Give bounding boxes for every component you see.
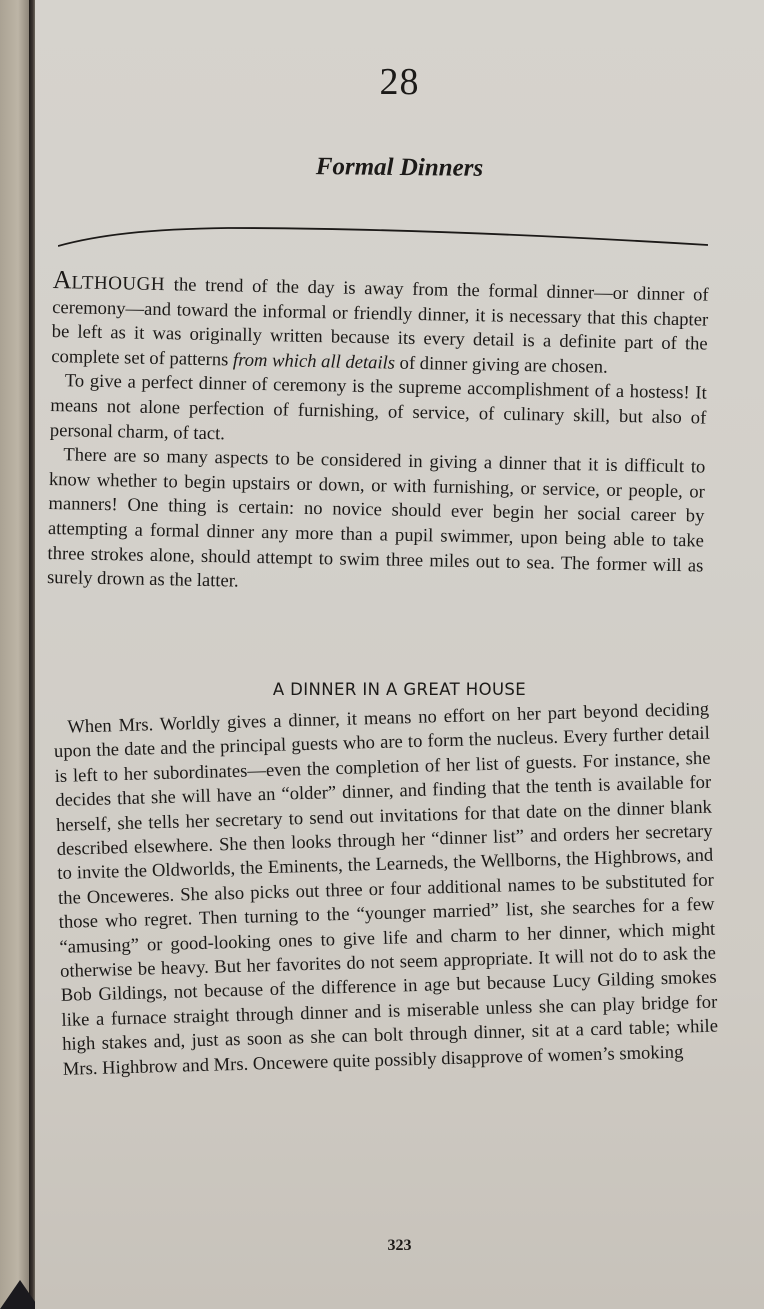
section-text [53, 698, 719, 1082]
facing-page-edge [0, 0, 30, 1309]
intro-paragraph-1-end: of dinner giving are chosen. [394, 352, 608, 378]
chapter-title: Formal Dinners [315, 153, 484, 182]
intro-paragraph-2: To give a perfect dinner of ceremony is the supreme accomplishment of a hostess! It means not alone perfection of furnishing, of service, of culinary skill, but also of personal charm, of tact. [49, 370, 707, 444]
section-paragraph-1: When Mrs. Worldly gives a dinner, it means no effort on her part beyond deciding upon the date and the principal guests who are to form the nucleus. Every further detail is left to her subordinates—even the completion of her list of guests. For instance, she decides that she will have an “older” dinner, and finding that the tenth is available for herself, she tells her secretary to send out invitations for that date on the dinner blank described elsewhere. She then looks through her “dinner list” and orders her secretary to invite the Oldworlds, the Eminents, the Learneds, the Wellborns, the Highbrows, and the Onceweres. She also picks out three or four additional names to be substituted for those who regret. Then turning to the “younger married” list, she searches for a few “amusing” or good-looking ones to give life and charm to her dinner, which might otherwise be heavy. But her favorites do not seem appropriate. It will not do to ask the Bob Gildings, not because of the difference in age but because Lucy Gilding smokes like a furnace straight through dinner and is miserable unless she can play bridge for high stakes and, just as soon as she can bolt through dinner, sit at a card table; while Mrs. Highbrow and Mrs. Oncewere quite possibly disapprove of women’s smoking [53, 698, 719, 1080]
book-page [35, 0, 764, 1309]
intro-paragraph-1-text: the trend of the day is away from the formal dinner—or dinner of ceremony—and toward the informal or friendly dinner, it is necessary that this chapter be left as it was originally written because its every detail is a definite part of the complete set of patterns [51, 274, 709, 371]
intro-paragraph-3: There are so many aspects to be considered in giving a dinner that it is difficult to know whether to begin upstairs or down, or with furnishing, or service, or people, or manners! One thing is certain: no novice should ever begin her social career by attempting a formal dinner any more than a pupil swimmer, upon being able to take three strokes alone, should attempt to swim three miles out to sea. The former will as surely drown as the latter. [46, 444, 706, 592]
chapter-number: 28 [379, 61, 420, 103]
intro-text [46, 265, 709, 603]
chapter-divider-rule [58, 215, 708, 255]
intro-paragraph-1-italic: from which all details [232, 349, 396, 374]
lead-caps: LTHOUGH [71, 272, 166, 296]
section-heading: A DINNER IN A GREAT HOUSE [272, 680, 527, 699]
intro-paragraph-1 [51, 265, 709, 382]
drop-cap: A [52, 265, 72, 295]
page-number: 323 [387, 1237, 412, 1254]
